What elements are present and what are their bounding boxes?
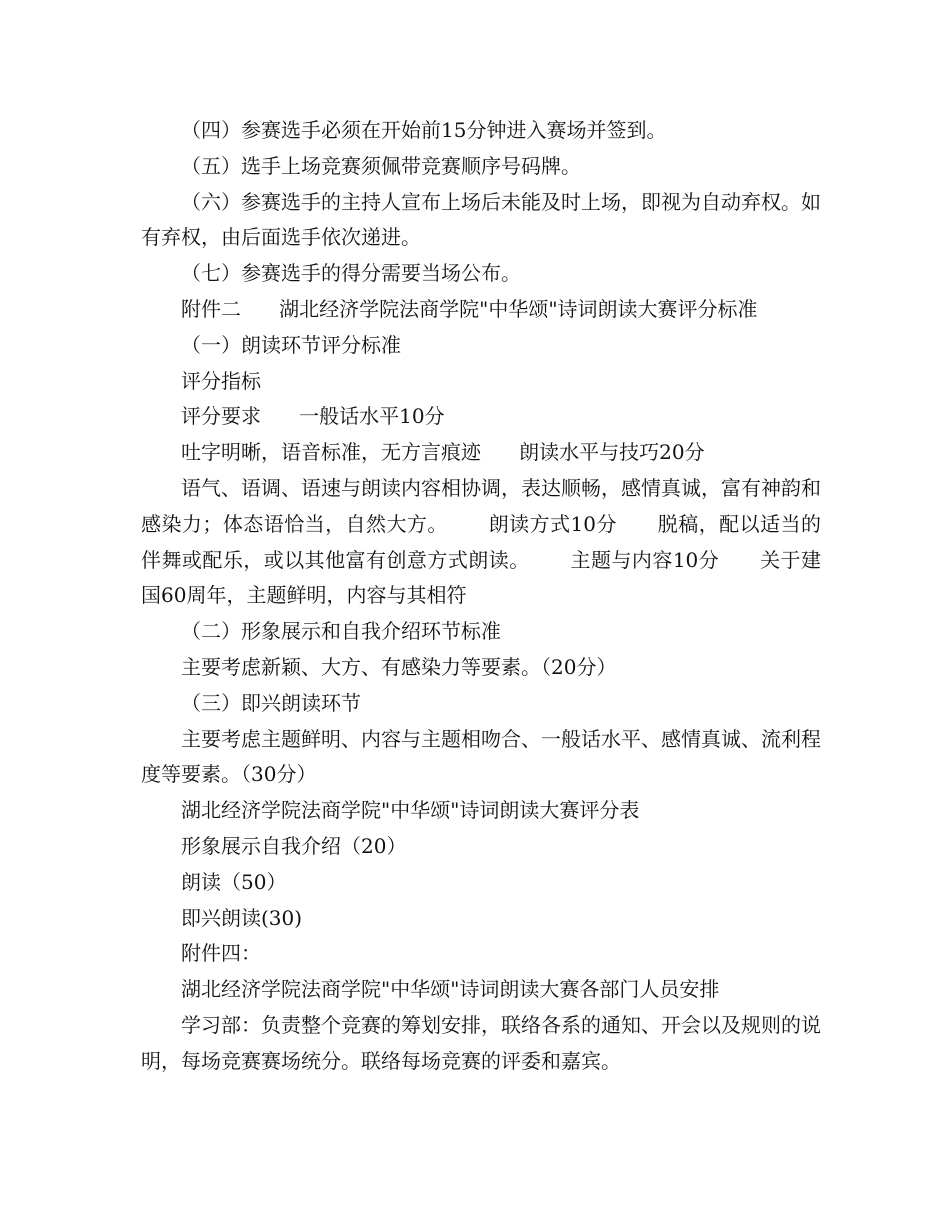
score-item-impromptu: 即兴朗读(30) [181,905,303,930]
criteria-index-label: 评分指标 [181,368,261,393]
score-item-reading: 朗读（50） [181,869,287,894]
study-department-duties: 学习部：负责整个竞赛的筹划安排，联络各系的通知、开会以及规则的说明，每场竞赛赛场统分。联络每场竞赛的评委和嘉宾。 [141,1012,821,1073]
section-impromptu-reading: （三）即兴朗读环节 [181,690,361,715]
criteria-requirements-line: 评分要求 一般话水平10分 [181,404,445,429]
staff-arrangement-title: 湖北经济学院法商学院"中华颂"诗词朗读大赛各部门人员安排 [181,977,720,1002]
section-self-intro-criteria: （二）形象展示和自我介绍环节标准 [181,619,501,644]
paragraph-score-announce-rule: （七）参赛选手的得分需要当场公布。 [181,261,521,286]
section-reading-criteria: （一）朗读环节评分标准 [181,332,401,357]
appendix-two-heading: 附件二 湖北经济学院法商学院"中华颂"诗词朗读大赛评分标准 [181,296,758,321]
score-sheet-title: 湖北经济学院法商学院"中华颂"诗词朗读大赛评分表 [181,798,640,823]
document-body [141,113,821,1080]
paragraph-sign-in-rule: （四）参赛选手必须在开始前15分钟进入赛场并签到。 [181,118,667,142]
criteria-expression-paragraph: 语气、语调、语速与朗读内容相协调，表达顺畅，感情真诚，富有神韵和感染力；体态语恰当，自然大方。 朗读方式10分 脱稿，配以适当的伴舞或配乐，或以其他富有创意方式朗读。 主题与内容10分 关于建国60周年，主题鲜明，内容与其相符 [141,475,821,608]
score-item-self-intro: 形象展示自我介绍（20） [181,833,407,858]
criteria-pronunciation-line: 吐字明晰，语音标准，无方言痕迹 朗读水平与技巧20分 [181,440,705,465]
appendix-four-heading: 附件四： [181,941,261,966]
self-intro-description: 主要考虑新颖、大方、有感染力等要素。（20分） [181,654,617,679]
paragraph-number-badge-rule: （五）选手上场竞赛须佩带竞赛顺序号码牌。 [181,153,581,178]
paragraph-forfeit-rule: （六）参赛选手的主持人宣布上场后未能及时上场，即视为自动弃权。如有弃权，由后面选手依次递进。 [141,189,821,250]
impromptu-description: 主要考虑主题鲜明、内容与主题相吻合、一般话水平、感情真诚、流利程度等要素。（30分） [141,726,821,787]
